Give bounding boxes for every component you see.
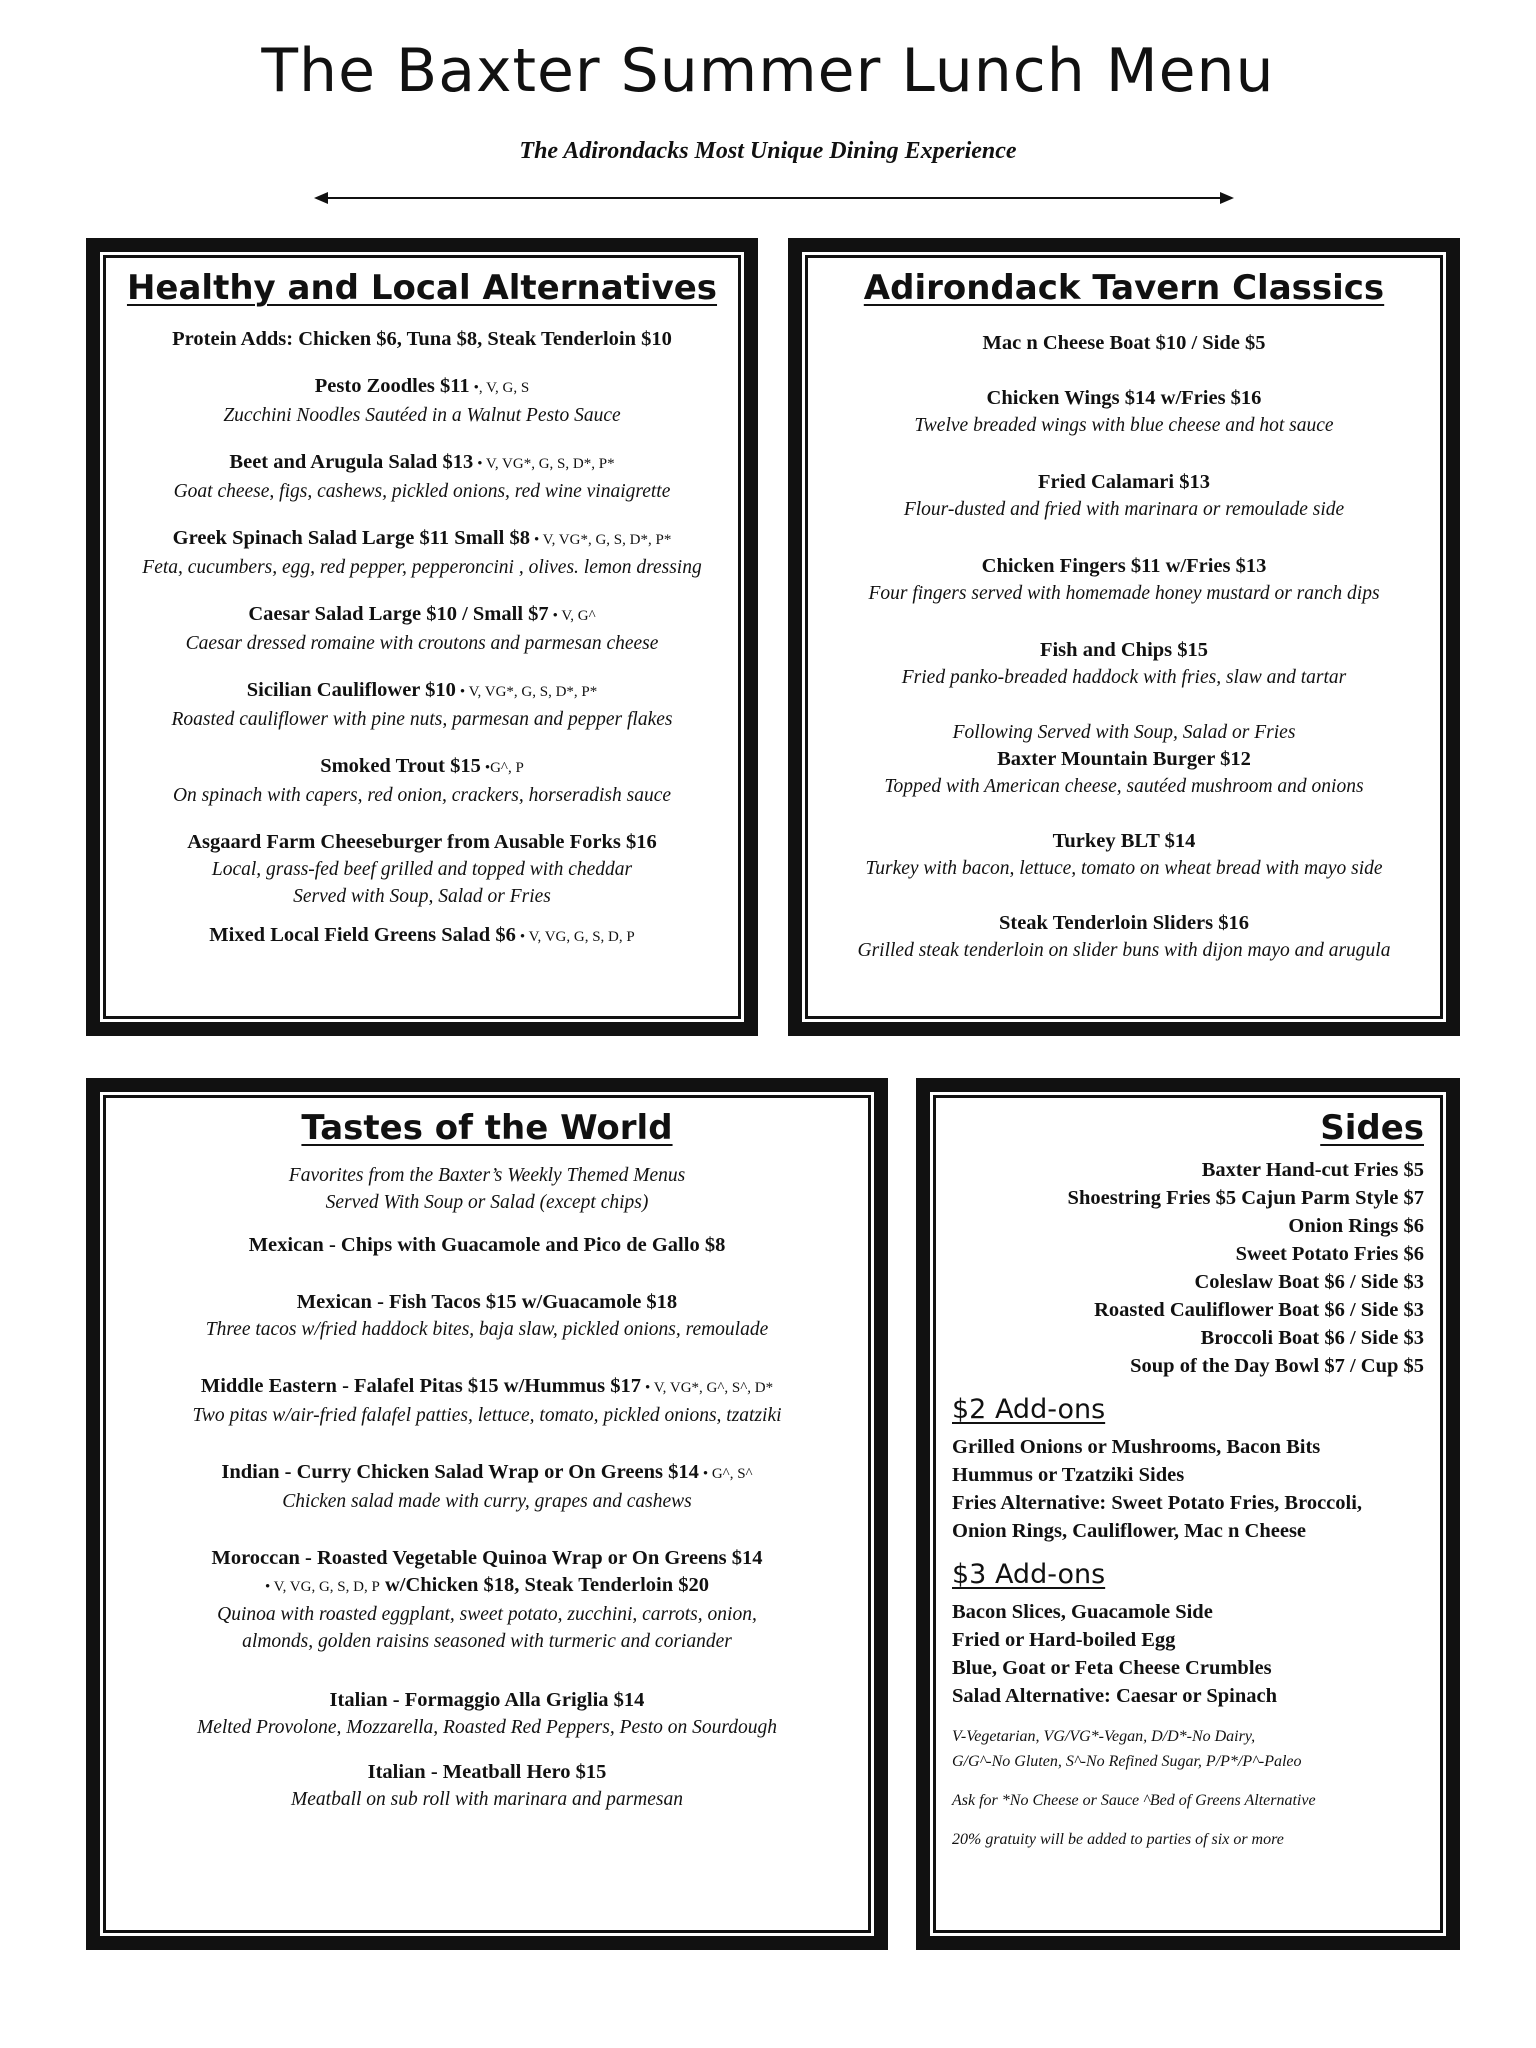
item-name: Caesar Salad Large $10 / Small $7 — [248, 603, 549, 625]
item-description: Goat cheese, figs, cashews, pickled onions, red wine vinaigrette — [173, 481, 671, 502]
side-item: Onion Rings $6 — [1288, 1215, 1424, 1237]
item-name: Indian - Curry Chicken Salad Wrap or On Greens $14 — [221, 1461, 699, 1483]
side-item: Coleslaw Boat $6 / Side $3 — [1194, 1271, 1424, 1293]
addons-3-title: $3 Add-ons — [952, 1559, 1106, 1590]
item-name: Middle Eastern - Falafel Pitas $15 w/Hummus $17 — [200, 1375, 642, 1397]
addon-item: Fries Alternative: Sweet Potato Fries, Broccoli, — [952, 1492, 1363, 1514]
menu-item — [816, 828, 1432, 882]
item-description: Quinoa with roasted eggplant, sweet potato, zucchini, carrots, onion, — [217, 1604, 757, 1625]
addons-2-title: $2 Add-ons — [952, 1394, 1106, 1425]
diet-tags: • V, VG*, G, S, D*, P* — [533, 532, 672, 548]
item-description: Caesar dressed romaine with croutons and parmesan cheese — [185, 633, 659, 654]
addon-item: Onion Rings, Cauliflower, Mac n Cheese — [952, 1520, 1307, 1542]
addon-item: Hummus or Tzatziki Sides — [952, 1464, 1185, 1486]
menu-item — [816, 746, 1432, 800]
menu-item — [816, 385, 1432, 439]
item-name: Chicken Fingers $11 w/Fries $13 — [981, 555, 1267, 577]
sides-list — [952, 1156, 1424, 1380]
substitution-note: Ask for *No Cheese or Sauce ^Bed of Greens Alternative — [952, 1792, 1316, 1809]
item-description: Grilled steak tenderloin on slider buns with dijon mayo and arugula — [857, 940, 1391, 961]
section-title-tavern: Adirondack Tavern Classics — [863, 268, 1385, 308]
menu-item — [114, 525, 730, 581]
item-name: Mexican - Fish Tacos $15 w/Guacamole $18 — [296, 1291, 678, 1313]
intro-line: Favorites from the Baxter’s Weekly Themed Menus — [288, 1165, 686, 1186]
side-item: Sweet Potato Fries $6 — [1235, 1243, 1424, 1265]
diet-tags: • V, VG*, G^, S^, D* — [645, 1380, 774, 1396]
diet-tags: • V, VG*, G, S, D*, P* — [477, 456, 615, 472]
menu-item — [114, 1545, 860, 1655]
addon-item: Salad Alternative: Caesar or Spinach — [952, 1685, 1277, 1707]
tavern-classics-section — [788, 238, 1460, 1036]
item-name: Beet and Arugula Salad $13 — [229, 451, 474, 473]
item-name: Mac n Cheese Boat $10 / Side $5 — [982, 332, 1266, 354]
item-name: Chicken Wings $14 w/Fries $16 — [986, 387, 1262, 409]
item-name: Italian - Formaggio Alla Griglia $14 — [329, 1689, 645, 1711]
menu-item — [114, 677, 730, 733]
item-name: Fried Calamari $13 — [1038, 471, 1210, 493]
item-description: Three tacos w/fried haddock bites, baja slaw, pickled onions, remoulade — [205, 1319, 769, 1340]
item-name: Turkey BLT $14 — [1052, 830, 1196, 852]
menu-item — [114, 1759, 860, 1813]
item-description: Roasted cauliflower with pine nuts, parmesan and pepper flakes — [171, 709, 673, 730]
item-description: Zucchini Noodles Sautéed in a Walnut Pesto Sauce — [223, 405, 621, 426]
item-name: Steak Tenderloin Sliders $16 — [998, 912, 1250, 934]
diet-tags: •, V, G, S — [473, 380, 530, 396]
menu-item — [114, 373, 730, 429]
sides-section — [916, 1078, 1460, 1950]
item-description: Feta, cucumbers, egg, red pepper, pepperoncini , olives. lemon dressing — [142, 557, 702, 578]
addon-item: Blue, Goat or Feta Cheese Crumbles — [952, 1657, 1272, 1679]
menu-item — [114, 829, 730, 910]
side-item: Roasted Cauliflower Boat $6 / Side $3 — [1094, 1299, 1424, 1321]
legend-line: G/G^-No Gluten, S^-No Refined Sugar, P/P*/P^-Paleo — [952, 1753, 1302, 1770]
addons-3-list — [952, 1598, 1424, 1710]
menu-item — [114, 1232, 860, 1259]
item-name: Baxter Mountain Burger $12 — [997, 748, 1251, 770]
diet-tags: • V, VG, G, S, D, P — [264, 1579, 380, 1595]
item-name: Asgaard Farm Cheeseburger from Ausable Forks $16 — [187, 831, 657, 853]
served-with-note: Following Served with Soup, Salad or Fries — [952, 722, 1296, 743]
item-description: On spinach with capers, red onion, crackers, horseradish sauce — [172, 785, 672, 806]
menu-item — [816, 910, 1432, 964]
section-title-sides: Sides — [1320, 1108, 1424, 1148]
addons-2-list — [952, 1433, 1424, 1545]
addon-item: Grilled Onions or Mushrooms, Bacon Bits — [952, 1436, 1321, 1458]
section-title-healthy: Healthy and Local Alternatives — [126, 268, 718, 308]
diet-legend — [952, 1724, 1424, 1774]
double-arrow-divider — [314, 188, 1234, 208]
side-item: Soup of the Day Bowl $7 / Cup $5 — [1130, 1355, 1424, 1377]
item-name: Italian - Meatball Hero $15 — [367, 1761, 607, 1783]
item-description: Two pitas w/air-fried falafel patties, lettuce, tomato, pickled onions, tzatziki — [192, 1405, 782, 1426]
item-name: Mixed Local Field Greens Salad $6 — [209, 924, 516, 946]
item-description: Turkey with bacon, lettuce, tomato on wheat bread with mayo side — [865, 858, 1383, 879]
addon-item: Fried or Hard-boiled Egg — [952, 1629, 1176, 1651]
gratuity-note: 20% gratuity will be added to parties of six or more — [952, 1831, 1284, 1848]
item-name: Mexican - Chips with Guacamole and Pico de Gallo $8 — [248, 1234, 726, 1256]
diet-tags: •G^, P — [484, 760, 524, 776]
side-item: Shoestring Fries $5 Cajun Parm Style $7 — [1067, 1187, 1424, 1209]
intro-line: Served With Soup or Salad (except chips) — [325, 1192, 649, 1213]
item-description: Twelve breaded wings with blue cheese and hot sauce — [914, 415, 1334, 436]
diet-tags: • V, VG, G, S, D, P — [519, 929, 635, 945]
menu-item — [114, 753, 730, 809]
item-description-2: almonds, golden raisins seasoned with turmeric and coriander — [242, 1631, 732, 1652]
item-name: Smoked Trout $15 — [320, 755, 481, 777]
menu-item — [114, 1373, 860, 1429]
item-description: Melted Provolone, Mozzarella, Roasted Red Peppers, Pesto on Sourdough — [196, 1717, 778, 1738]
menu-item — [114, 601, 730, 657]
item-description: Flour-dusted and fried with marinara or remoulade side — [903, 499, 1345, 520]
menu-item — [114, 449, 730, 505]
tastes-of-world-section — [86, 1078, 888, 1950]
item-description: Fried panko-breaded haddock with fries, slaw and tartar — [901, 667, 1347, 688]
side-item: Baxter Hand-cut Fries $5 — [1201, 1159, 1424, 1181]
menu-item — [114, 1289, 860, 1343]
menu-item — [816, 469, 1432, 523]
item-description: Topped with American cheese, sautéed mushroom and onions — [884, 776, 1364, 797]
protein-adds: Protein Adds: Chicken $6, Tuna $8, Steak Tenderloin $10 — [172, 328, 672, 350]
legend-line: V-Vegetarian, VG/VG*-Vegan, D/D*-No Dairy, — [952, 1728, 1256, 1745]
item-name-2: w/Chicken $18, Steak Tenderloin $20 — [384, 1574, 710, 1596]
menu-item — [114, 922, 730, 951]
section-title-world: Tastes of the World — [301, 1108, 673, 1148]
side-item: Broccoli Boat $6 / Side $3 — [1200, 1327, 1424, 1349]
healthy-local-section — [86, 238, 758, 1036]
item-name: Moroccan - Roasted Vegetable Quinoa Wrap or On Greens $14 — [211, 1547, 763, 1569]
item-name: Pesto Zoodles $11 — [314, 375, 470, 397]
item-description: Four fingers served with homemade honey mustard or ranch dips — [868, 583, 1380, 604]
menu-item — [816, 330, 1432, 357]
menu-item — [114, 1459, 860, 1515]
menu-item — [114, 1687, 860, 1741]
item-description-2: Served with Soup, Salad or Fries — [293, 886, 551, 907]
diet-tags: • G^, S^ — [702, 1466, 753, 1482]
item-name: Greek Spinach Salad Large $11 Small $8 — [172, 527, 530, 549]
item-description: Local, grass-fed beef grilled and topped with cheddar — [211, 859, 633, 880]
item-name: Sicilian Cauliflower $10 — [246, 679, 456, 701]
page-title: The Baxter Summer Lunch Menu — [261, 36, 1275, 106]
menu-item — [816, 637, 1432, 691]
item-description: Chicken salad made with curry, grapes and cashews — [282, 1491, 692, 1512]
menu-item — [816, 553, 1432, 607]
page-subtitle: The Adirondacks Most Unique Dining Experience — [519, 138, 1017, 164]
diet-tags: • V, VG*, G, S, D*, P* — [459, 684, 598, 700]
diet-tags: • V, G^ — [552, 608, 596, 624]
item-description: Meatball on sub roll with marinara and parmesan — [291, 1789, 683, 1810]
item-name: Fish and Chips $15 — [1039, 639, 1209, 661]
addon-item: Bacon Slices, Guacamole Side — [952, 1601, 1213, 1623]
